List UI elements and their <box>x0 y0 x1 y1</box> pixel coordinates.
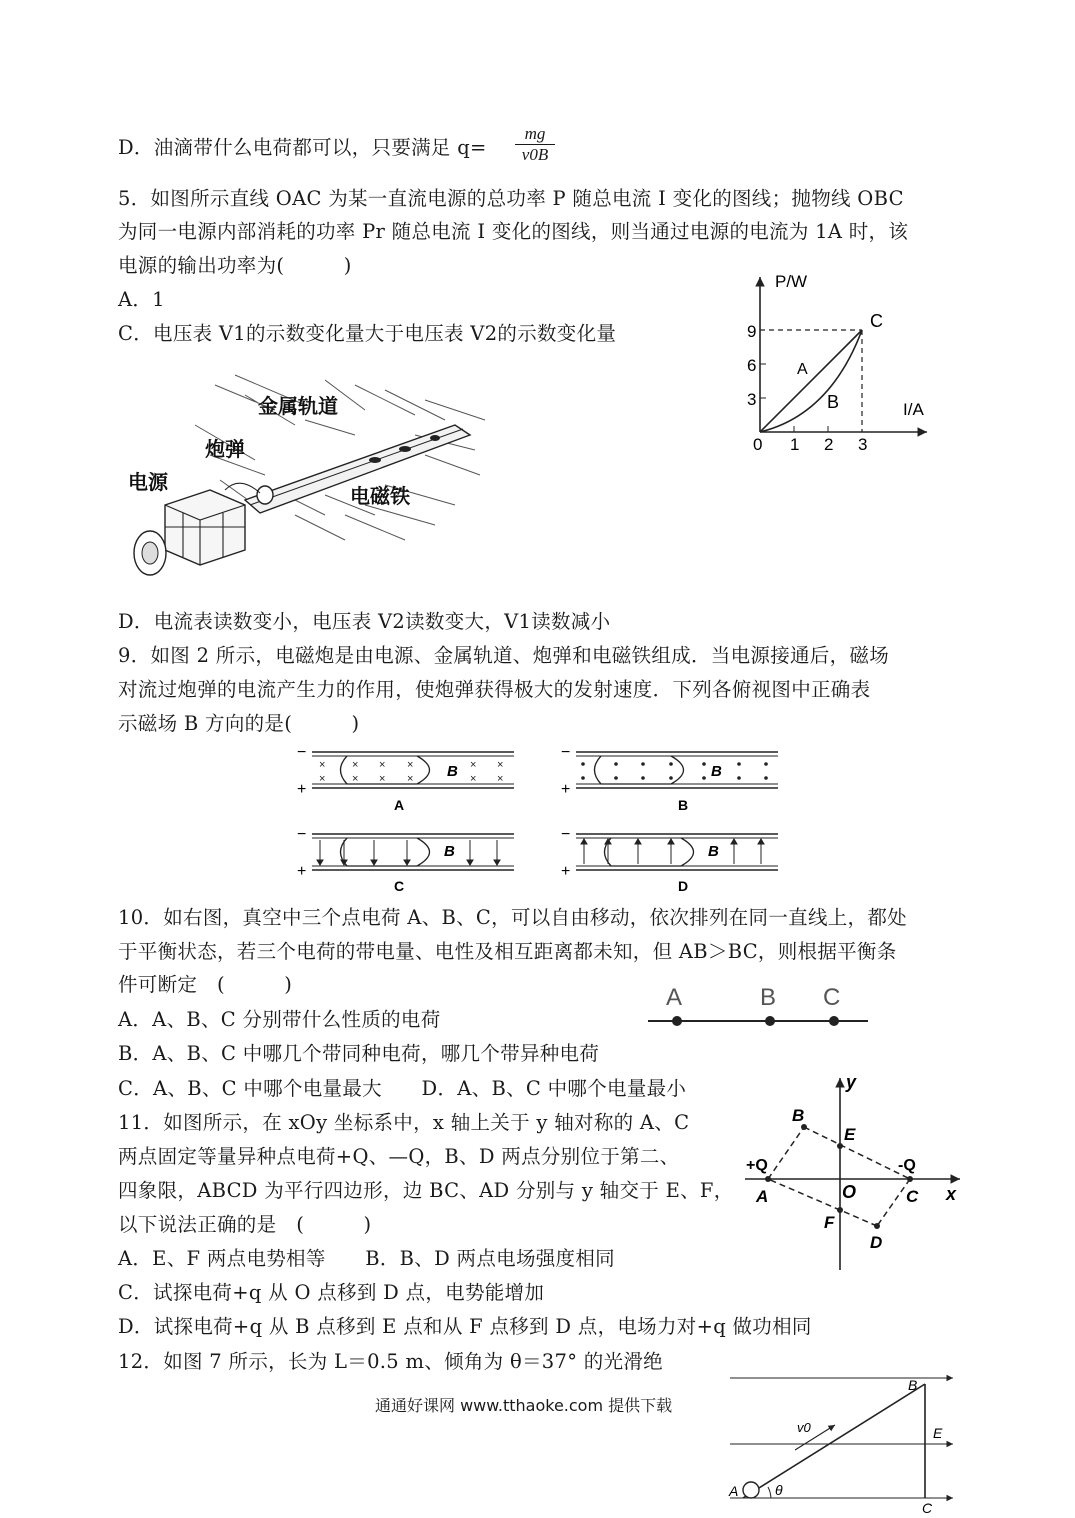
rail-option-b <box>561 744 778 813</box>
q8-option-d: D．电流表读数变小，电压表 V2读数变大，V1读数减小 <box>118 610 611 633</box>
q11-option-ab: A．E、F 两点电势相等 B．B、D 两点电场强度相同 <box>118 1247 615 1270</box>
label-power-source: 电源 <box>128 472 168 494</box>
q5-line-1: 5．如图所示直线 OAC 为某一直流电源的总功率 P 随总电流 I 变化的图线；抛物线 OBC <box>118 187 904 210</box>
coord-f-label: F <box>824 1213 835 1232</box>
svg-text:×: × <box>352 759 359 771</box>
rail-b-minus: − <box>561 744 571 761</box>
q4-option-d: D．油滴带什么电荷都可以，只要满足 q= <box>118 136 487 159</box>
incline-e-label: E <box>933 1425 943 1441</box>
q10-line-2: 于平衡状态，若三个电荷的带电量、电性及相互距离都未知，但 AB＞BC，则根据平衡条 <box>118 940 897 963</box>
rail-option-c <box>297 826 514 894</box>
svg-text:×: × <box>407 773 414 785</box>
coord-x-label: x <box>946 1184 957 1204</box>
rail-d-minus: − <box>561 826 571 843</box>
xoy-parallelogram-diagram <box>740 1070 970 1275</box>
rail-c-minus: − <box>297 826 307 843</box>
incline-c-label: C <box>922 1500 933 1513</box>
coord-d-label: D <box>870 1233 883 1252</box>
coord-a-label: A <box>756 1187 769 1206</box>
q11-option-c: C．试探电荷+q 从 O 点移到 D 点，电势能增加 <box>118 1281 545 1304</box>
coord-y-label: y <box>846 1072 857 1092</box>
formula-fraction <box>515 124 555 165</box>
graph-ytick-6: 6 <box>747 356 757 375</box>
svg-text:×: × <box>470 759 477 771</box>
incline-a-label: A <box>729 1483 739 1499</box>
formula-numerator: mg <box>515 124 555 145</box>
rail-option-a <box>297 744 514 813</box>
coord-c-label: C <box>906 1187 919 1206</box>
svg-text:×: × <box>407 759 414 771</box>
label-shell: 炮弹 <box>205 439 245 461</box>
q11-line-1: 11．如图所示，在 xOy 坐标系中，x 轴上关于 y 轴对称的 A、C <box>118 1111 690 1134</box>
page-footer: 通通好课网 www.tthaoke.com 提供下载 <box>375 1396 673 1415</box>
graph-xtick-1: 1 <box>790 435 800 454</box>
rail-d-label: D <box>678 878 689 894</box>
graph-curve-b-label: B <box>827 392 840 412</box>
formula-denominator: v0B <box>521 145 549 164</box>
rail-a-minus: − <box>297 744 307 761</box>
coord-b-label: B <box>792 1106 805 1125</box>
rail-c-field: B <box>444 843 455 860</box>
svg-text:×: × <box>470 773 477 785</box>
graph-ylabel: P/W <box>775 272 808 291</box>
q11-line-3: 四象限，ABCD 为平行四边形，边 BC、AD 分别与 y 轴交于 E、F， <box>118 1179 734 1202</box>
three-charges-diagram <box>640 975 875 1035</box>
graph-xtick-3: 3 <box>858 435 868 454</box>
svg-text:×: × <box>352 773 359 785</box>
rail-option-diagrams <box>292 742 792 897</box>
q5-option-a: A．1 <box>118 288 165 311</box>
rail-a-plus: + <box>297 781 307 798</box>
svg-text:×: × <box>497 773 504 785</box>
q9-line-3: 示磁场 B 方向的是( ) <box>118 712 360 735</box>
svg-text:×: × <box>319 773 326 785</box>
q12-line-1: 12．如图 7 所示，长为 L＝0.5 m、倾角为 θ＝37° 的光滑绝 <box>118 1350 663 1373</box>
incline-field-diagram <box>725 1368 965 1513</box>
rail-a-label: A <box>394 797 405 813</box>
rail-d-field: B <box>708 843 719 860</box>
incline-v0-label: v0 <box>797 1420 811 1435</box>
svg-text:×: × <box>379 759 386 771</box>
label-electromagnet: 电磁铁 <box>350 486 410 508</box>
coord-e-label: E <box>844 1125 856 1144</box>
rail-option-d <box>561 826 778 894</box>
rail-c-label: C <box>394 878 405 894</box>
graph-ytick-3: 3 <box>747 390 757 409</box>
power-current-graph <box>735 265 935 455</box>
q10-option-b: B．A、B、C 中哪几个带同种电荷，哪几个带异种电荷 <box>118 1042 600 1065</box>
graph-xlabel: I/A <box>903 400 924 419</box>
graph-ytick-9: 9 <box>747 322 757 341</box>
q10-line-1: 10．如右图，真空中三个点电荷 A、B、C，可以自由移动，依次排列在同一直线上，都处 <box>118 906 907 929</box>
railgun-illustration <box>125 365 500 590</box>
graph-point-c: C <box>870 311 883 331</box>
label-metal-rail: 金属轨道 <box>258 396 338 418</box>
incline-theta-label: θ <box>775 1482 783 1498</box>
charge-c-label: C <box>823 984 841 1011</box>
graph-xtick-0: 0 <box>753 435 763 454</box>
rail-b-plus: + <box>561 781 571 798</box>
coord-minus-q-label: -Q <box>898 1157 916 1174</box>
rail-b-label: B <box>678 797 689 813</box>
q10-line-3: 件可断定 ( ) <box>118 973 293 996</box>
graph-xtick-2: 2 <box>824 435 834 454</box>
svg-text:×: × <box>319 759 326 771</box>
charge-a-label: A <box>666 984 683 1011</box>
q10-option-cd: C．A、B、C 中哪个电量最大 D．A、B、C 中哪个电量最小 <box>118 1077 687 1100</box>
svg-text:×: × <box>497 759 504 771</box>
q10-option-a: A．A、B、C 分别带什么性质的电荷 <box>118 1008 441 1031</box>
rail-c-plus: + <box>297 863 307 880</box>
svg-text:×: × <box>379 773 386 785</box>
graph-line-a-label: A <box>797 361 808 378</box>
rail-b-field: B <box>711 763 722 780</box>
q11-line-4: 以下说法正确的是 ( ) <box>118 1213 372 1236</box>
q5-line-2: 为同一电源内部消耗的功率 Pr 随总电流 I 变化的图线，则当通过电源的电流为 1A 时，该 <box>118 220 909 243</box>
incline-b-label: B <box>908 1377 918 1393</box>
q8-option-c: C．电压表 V1的示数变化量大于电压表 V2的示数变化量 <box>118 322 617 345</box>
charge-b-label: B <box>760 984 777 1011</box>
q11-option-d: D．试探电荷+q 从 B 点移到 E 点和从 F 点移到 D 点，电场力对+q 做功相同 <box>118 1315 812 1338</box>
q11-line-2: 两点固定等量异种点电荷+Q、—Q，B、D 两点分别位于第二、 <box>118 1145 680 1168</box>
rail-d-plus: + <box>561 863 571 880</box>
q9-line-2: 对流过炮弹的电流产生力的作用，使炮弹获得极大的发射速度．下列各俯视图中正确表 <box>118 678 871 701</box>
coord-plus-q-label: +Q <box>746 1157 768 1174</box>
coord-o-label: O <box>842 1182 857 1202</box>
q5-line-3: 电源的输出功率为( ) <box>118 254 352 277</box>
q9-line-1: 9．如图 2 所示，电磁炮是由电源、金属轨道、炮弹和电磁铁组成．当电源接通后，磁场 <box>118 644 890 667</box>
rail-a-field: B <box>447 763 458 780</box>
